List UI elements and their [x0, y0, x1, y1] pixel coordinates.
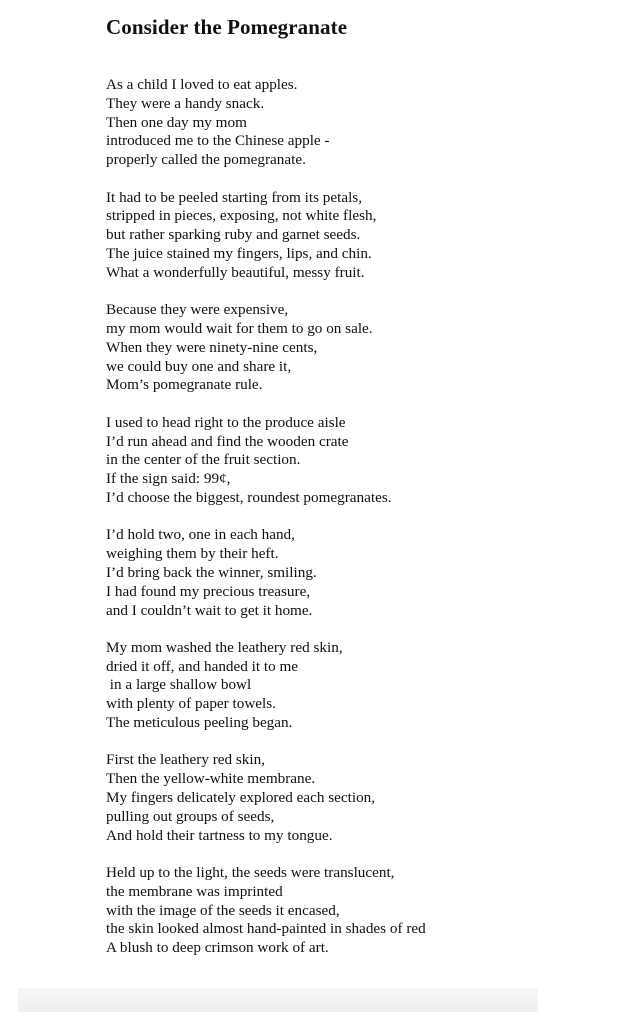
poem-line: stripped in pieces, exposing, not white flesh,: [106, 207, 377, 225]
poem-line: Mom’s pomegranate rule.: [106, 376, 263, 394]
poem-line: with plenty of paper towels.: [106, 695, 276, 713]
poem-line: with the image of the seeds it encased,: [106, 901, 340, 919]
poem-line: the membrane was imprinted: [106, 882, 283, 900]
poem-title: Consider the Pomegranate: [106, 15, 348, 39]
stanza-8: [106, 864, 606, 958]
poem-line: but rather sparking ruby and garnet seeds.: [106, 226, 361, 244]
stanza-2: [106, 189, 606, 283]
poem-line: It had to be peeled starting from its petals,: [106, 188, 363, 206]
poem-line: I’d hold two, one in each hand,: [106, 526, 295, 544]
poem-line: Then the yellow-white membrane.: [106, 770, 316, 788]
poem-line: I’d run ahead and find the wooden crate: [106, 432, 349, 450]
poem-line: If the sign said: 99¢,: [106, 470, 231, 488]
poem-line: And hold their tartness to my tongue.: [106, 826, 333, 844]
poem-line: introduced me to the Chinese apple -: [106, 132, 330, 150]
stanza-7: [106, 751, 606, 845]
page-bottom-shadow: [18, 988, 538, 1012]
poem-line: we could buy one and share it,: [106, 357, 292, 375]
stanza-6: [106, 639, 606, 733]
poem-line: I’d bring back the winner, smiling.: [106, 563, 317, 581]
stanza-3: [106, 301, 606, 395]
poem-line: A blush to deep crimson work of art.: [106, 939, 329, 957]
poem-line: The meticulous peeling began.: [106, 714, 293, 732]
poem-line: properly called the pomegranate.: [106, 151, 306, 169]
poem-line: I’d choose the biggest, roundest pomegranates.: [106, 488, 392, 506]
poem-line: First the leathery red skin,: [106, 751, 266, 769]
poem-line: my mom would wait for them to go on sale.: [106, 319, 373, 337]
poem-line: dried it off, and handed it to me: [106, 657, 299, 675]
poem-line: Because they were expensive,: [106, 301, 289, 319]
stanza-1: [106, 76, 606, 170]
poem-line: in the center of the fruit section.: [106, 451, 301, 469]
poem-line: As a child I loved to eat apples.: [106, 76, 298, 93]
poem-line: Then one day my mom: [106, 113, 247, 131]
poem-line: The juice stained my fingers, lips, and chin.: [106, 244, 372, 262]
poem-line: My fingers delicately explored each section,: [106, 789, 376, 807]
poem-line: What a wonderfully beautiful, messy fruit.: [106, 263, 365, 281]
poem-line: Held up to the light, the seeds were translucent,: [106, 864, 395, 882]
poem-line: I used to head right to the produce aisle: [106, 413, 346, 431]
poem-line: They were a handy snack.: [106, 94, 265, 112]
poem-body: [106, 76, 606, 977]
poem-line: My mom washed the leathery red skin,: [106, 638, 343, 656]
poem-line: and I couldn’t wait to get it home.: [106, 601, 313, 619]
poem-line: in a large shallow bowl: [106, 676, 252, 694]
poem-line: pulling out groups of seeds,: [106, 807, 275, 825]
stanza-5: [106, 526, 606, 620]
poem-line: the skin looked almost hand-painted in shades of red: [106, 920, 426, 938]
poem-line: I had found my precious treasure,: [106, 582, 311, 600]
poem-line: When they were ninety-nine cents,: [106, 338, 318, 356]
poem-line: weighing them by their heft.: [106, 545, 279, 563]
stanza-4: [106, 414, 606, 508]
